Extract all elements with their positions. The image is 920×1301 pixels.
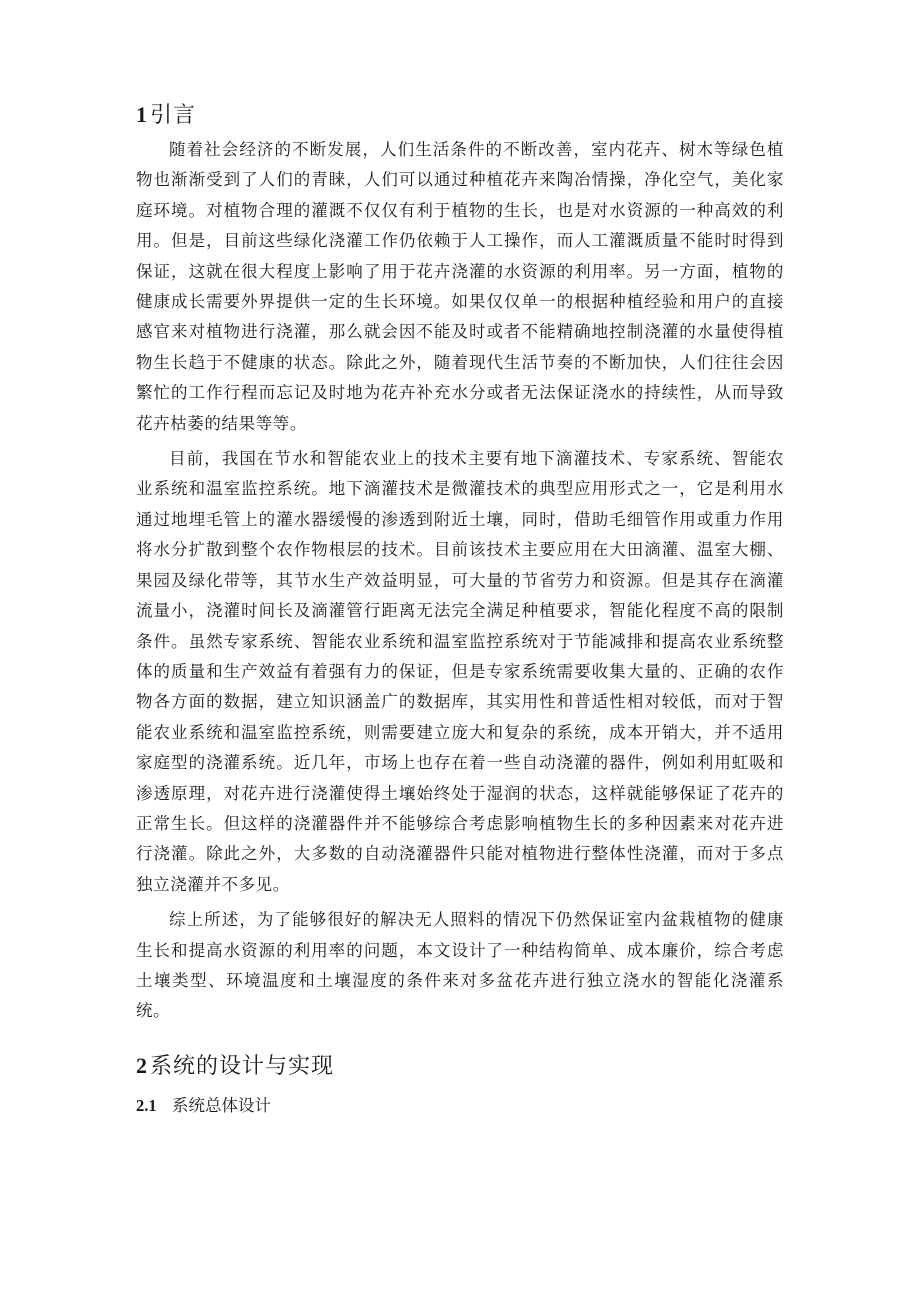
section-number: 1 — [136, 102, 148, 127]
paragraph-current-technology: 目前，我国在节水和智能农业上的技术主要有地下滴灌技术、专家系统、智能农业系统和温室监控系统。地下滴灌技术是微灌技术的典型应用形式之一，它是利用水通过地埋毛管上的灌水器缓慢的渗透到附近土壤，同时，借助毛细管作用或重力作用将水分扩散到整个农作物根层的技术。目前该技术主要应用在大田滴灌、温室大棚、果园及绿化带等，其节水生产效益明显，可大量的节省劳力和资源。但是其存在滴灌流量小，浇灌时间长及滴灌管行距离无法完全满足种植要求，智能化程度不高的限制条件。虽然专家系统、智能农业系统和温室监控系统对于节能减排和提高农业系统整体的质量和生产效益有着强有力的保证，但是专家系统需要收集大量的、正确的农作物各方面的数据，建立知识涵盖广的数据库，其实用性和普适性相对较低，而对于智能农业系统和温室监控系统，则需要建立庞大和复杂的系统，成本开销大，并不适用家庭型的浇灌系统。近几年，市场上也存在着一些自动浇灌的器件，例如利用虹吸和渗透原理，对花卉进行浇灌使得土壤始终处于湿润的状态，这样就能够保证了花卉的正常生长。但这样的浇灌器件并不能够综合考虑影响植物生长的多种因素来对花卉进行浇灌。除此之外，大多数的自动浇灌器件只能对植物进行整体性浇灌，而对于多点独立浇灌并不多见。 — [136, 449, 784, 894]
section-heading-introduction — [136, 100, 784, 131]
paragraph-background: 随着社会经济的不断发展，人们生活条件的不断改善，室内花卉、树木等绿色植物也渐渐受到了人们的青睐，人们可以通过种植花卉来陶冶情操，净化空气，美化家庭环境。对植物合理的灌溉不仅仅有利于植物的生长，也是对水资源的一种高效的利用。但是，目前这些绿化浇灌工作仍依赖于人工操作，而人工灌溉质量不能时时得到保证，这就在很大程度上影响了用于花卉浇灌的水资源的利用率。另一方面，植物的健康成长需要外界提供一定的生长环境。如果仅仅单一的根据种植经验和用户的直接感官来对植物进行浇灌，那么就会因不能及时或者不能精确地控制浇灌的水量使得植物生长趋于不健康的状态。除此之外，随着现代生活节奏的不断加快，人们往往会因繁忙的工作行程而忘记及时地为花卉补充水分或者无法保证浇水的持续性，从而导致花卉枯萎的结果等等。 — [136, 140, 784, 433]
section-title: 系统的设计与实现 — [150, 1053, 335, 1079]
subsection-title: 系统总体设计 — [172, 1095, 271, 1115]
section-title: 引言 — [150, 103, 197, 128]
subsection-heading-overall-design — [136, 1092, 784, 1120]
section-number: 2 — [136, 1052, 148, 1078]
subsection-number: 2.1 — [136, 1095, 157, 1115]
document-page — [136, 100, 784, 1120]
paragraph-summary: 综上所述，为了能够很好的解决无人照料的情况下仍然保证室内盆栽植物的健康生长和提高水资源的利用率的问题，本文设计了一种结构简单、成本廉价，综合考虑土壤类型、环境温度和土壤湿度的条件来对多盆花卉进行独立浇水的智能化浇灌系统。 — [136, 910, 784, 1021]
section-heading-system-design — [136, 1051, 784, 1082]
